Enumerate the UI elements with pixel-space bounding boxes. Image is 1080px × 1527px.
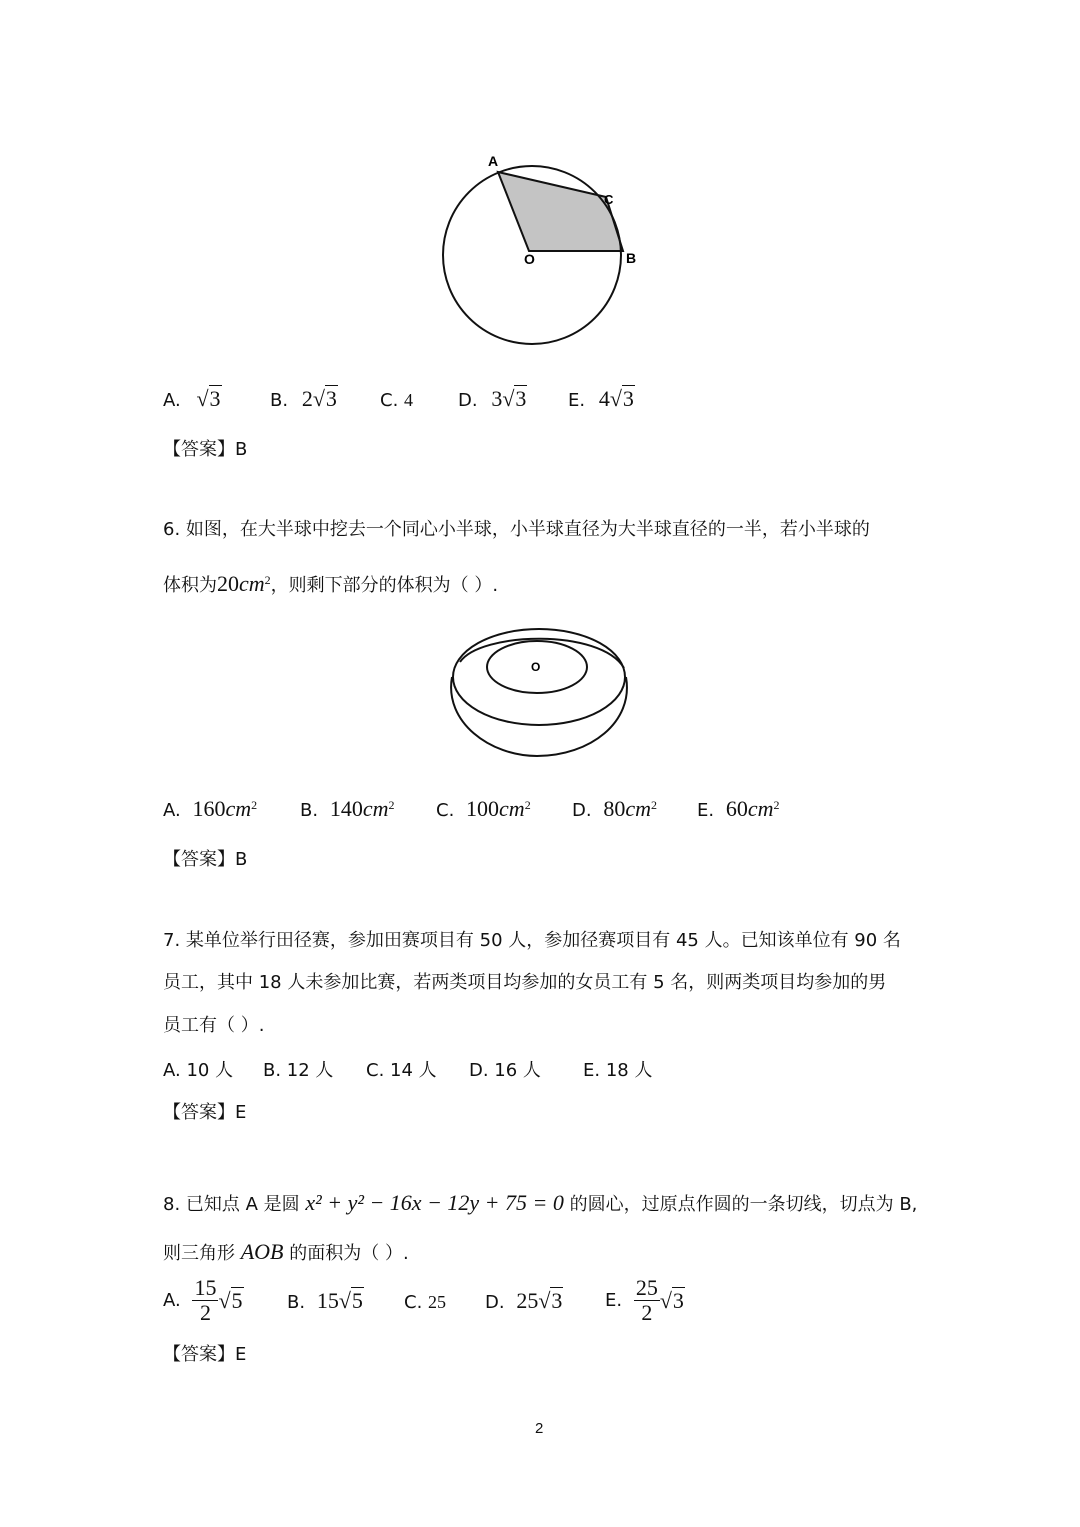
shaded-quadrilateral: [498, 172, 623, 251]
q5-option-d: D. 3√3: [458, 386, 527, 411]
q8-option-d: D. 25√3: [485, 1288, 563, 1313]
q6-option-d: D. $80cm^2$: [572, 796, 657, 821]
q7-option-d: D. 16 人: [469, 1060, 541, 1081]
q6-option-b: B. $140cm^2$: [300, 796, 395, 821]
q8-stem-line2: 则三角形 AOB 的面积为（ ）.: [163, 1239, 409, 1264]
q5-option-a: A. √3: [163, 386, 221, 411]
label-O: O: [524, 251, 535, 267]
q8-answer: 【答案】E: [163, 1344, 247, 1365]
q6-figure: [440, 622, 640, 762]
label-B: B: [626, 250, 637, 266]
q5-answer: 【答案】B: [163, 439, 248, 460]
q5-option-e: E. 4√3: [568, 386, 634, 411]
outer-hemisphere-bottom: [451, 677, 627, 756]
q7-option-a: A. 10 人: [163, 1060, 234, 1081]
circle-equation: x² + y² − 16x − 12y + 75 = 0: [305, 1190, 564, 1215]
q7-stem-line2: 员工，其中 18 人未参加比赛，若两类项目均参加的女员工有 5 名，则两类项目均参加的男: [163, 972, 887, 993]
q8-option-b: B. 15√5: [287, 1288, 363, 1313]
page-number: 2: [535, 1420, 544, 1437]
q8-option-c: C. 25: [404, 1292, 447, 1313]
q6-option-c: C. $100cm^2$: [436, 796, 531, 821]
q7-option-c: C. 14 人: [366, 1060, 437, 1081]
q6-stem-line2: 体积为$20cm^2$，则剩下部分的体积为（ ）.: [163, 571, 499, 596]
q7-answer: 【答案】E: [163, 1102, 247, 1123]
q7-option-b: B. 12 人: [263, 1060, 334, 1081]
q7-stem-line3: 员工有（ ）.: [163, 1015, 265, 1036]
outer-rim: [453, 629, 625, 725]
q6-option-a: A. $160cm^2$: [163, 796, 258, 821]
q6-option-e: E. $60cm^2$: [697, 796, 780, 821]
label-C: C: [604, 192, 614, 207]
center-label: O: [531, 660, 541, 674]
q7-stem-line1: 7. 某单位举行田径赛，参加田赛项目有 50 人，参加径赛项目有 45 人。已知该单位有 90 名: [163, 930, 901, 951]
q5-figure: [420, 140, 660, 380]
q8-option-a: A. $\frac{15}{2}$ √5: [163, 1275, 243, 1325]
q7-option-e: E. 18 人: [583, 1060, 653, 1081]
q5-option-b: B. 2√3: [270, 386, 337, 411]
label-A: A: [488, 153, 499, 169]
q8-option-e: E. $\frac{25}{2}$ √3: [605, 1275, 684, 1325]
q5-option-c: C. 4: [380, 390, 414, 411]
q8-stem-line1: 8. 已知点 A 是圆 x² + y² − 16x − 12y + 75 = 0 的圆心，过原点作圆的一条切线，切点为 B,: [163, 1190, 918, 1215]
q6-stem-line1: 6. 如图，在大半球中挖去一个同心小半球，小半球直径为大半球直径的一半，若小半球的: [163, 519, 870, 540]
q6-answer: 【答案】B: [163, 849, 248, 870]
